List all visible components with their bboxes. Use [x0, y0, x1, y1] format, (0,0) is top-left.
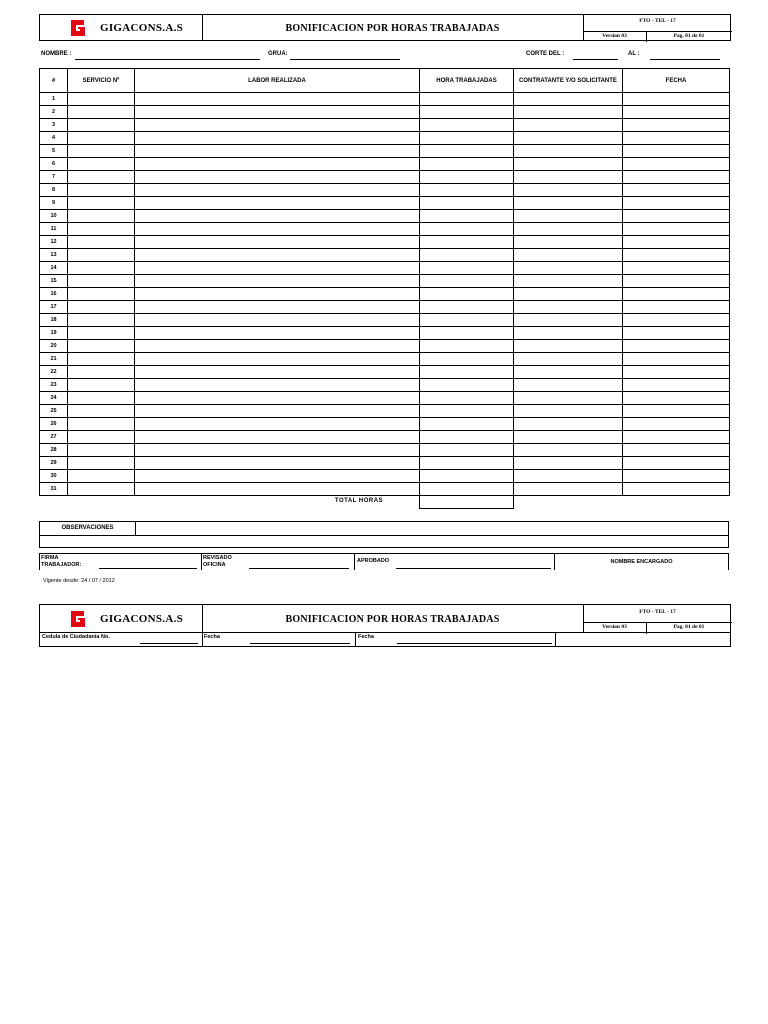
nombre-encargado-label: NOMBRE ENCARGADO: [610, 559, 673, 565]
fecha-cell[interactable]: [623, 197, 730, 210]
header-number: #: [40, 69, 68, 93]
table-row: [40, 262, 730, 275]
contratante-cell[interactable]: [514, 470, 623, 483]
labor-cell[interactable]: [135, 340, 420, 353]
horas-cell[interactable]: [420, 223, 514, 236]
contratante-cell[interactable]: [514, 197, 623, 210]
table-header-row: [40, 69, 730, 93]
fecha-cell[interactable]: [623, 145, 730, 158]
footer-fecha-label-1: Fecha: [204, 634, 220, 640]
fecha-cell[interactable]: [623, 379, 730, 392]
fecha-cell[interactable]: [623, 249, 730, 262]
labor-cell[interactable]: [135, 314, 420, 327]
servicio-cell[interactable]: [68, 106, 135, 119]
servicio-cell[interactable]: [68, 93, 135, 106]
footer-encargado-field[interactable]: [556, 633, 730, 646]
footer-fecha-label-2: Fecha: [358, 634, 374, 640]
table-row: [40, 106, 730, 119]
servicio-cell[interactable]: [68, 119, 135, 132]
labor-cell[interactable]: [135, 405, 420, 418]
cedula-label: Cedula de Ciudadania No.: [42, 634, 110, 640]
contratante-cell[interactable]: [514, 405, 623, 418]
contratante-cell[interactable]: [514, 457, 623, 470]
row-number: 16: [40, 288, 68, 301]
horas-cell[interactable]: [420, 405, 514, 418]
horas-cell[interactable]: [420, 236, 514, 249]
horas-cell[interactable]: [420, 327, 514, 340]
labor-cell[interactable]: [135, 249, 420, 262]
contratante-cell[interactable]: [514, 314, 623, 327]
table-row: [40, 340, 730, 353]
fecha-cell[interactable]: [623, 262, 730, 275]
row-number: 9: [40, 197, 68, 210]
row-number: 1: [40, 93, 68, 106]
contratante-cell[interactable]: [514, 444, 623, 457]
labor-cell[interactable]: [135, 210, 420, 223]
servicio-cell[interactable]: [68, 236, 135, 249]
header-contratante: CONTRATANTE Y/O SOLICITANTE: [514, 69, 623, 93]
servicio-cell[interactable]: [68, 288, 135, 301]
table-row: [40, 366, 730, 379]
grua-label: GRUA:: [268, 51, 288, 57]
servicio-cell[interactable]: [68, 145, 135, 158]
contratante-cell[interactable]: [514, 262, 623, 275]
fecha-cell[interactable]: [623, 158, 730, 171]
servicio-cell[interactable]: [68, 197, 135, 210]
horas-cell[interactable]: [420, 470, 514, 483]
row-number: 5: [40, 145, 68, 158]
contratante-cell[interactable]: [514, 106, 623, 119]
contratante-cell[interactable]: [514, 119, 623, 132]
logo-g-icon: [68, 18, 88, 38]
contratante-cell[interactable]: [514, 184, 623, 197]
labor-cell[interactable]: [135, 301, 420, 314]
servicio-cell[interactable]: [68, 431, 135, 444]
contratante-cell[interactable]: [514, 275, 623, 288]
fecha-cell[interactable]: [623, 457, 730, 470]
form-header: [39, 14, 731, 41]
horas-cell[interactable]: [420, 145, 514, 158]
horas-cell[interactable]: [420, 275, 514, 288]
contratante-cell[interactable]: [514, 171, 623, 184]
horas-cell[interactable]: [420, 171, 514, 184]
table-row: [40, 288, 730, 301]
table-row: [40, 236, 730, 249]
row-number: 21: [40, 353, 68, 366]
horas-cell[interactable]: [420, 249, 514, 262]
signature-row: [39, 553, 729, 570]
row-number: 13: [40, 249, 68, 262]
fecha-cell[interactable]: [623, 470, 730, 483]
row-number: 3: [40, 119, 68, 132]
labor-cell[interactable]: [135, 171, 420, 184]
horas-cell[interactable]: [420, 262, 514, 275]
labor-cell[interactable]: [135, 366, 420, 379]
fecha-cell[interactable]: [623, 392, 730, 405]
row-number: 8: [40, 184, 68, 197]
fecha-cell[interactable]: [623, 340, 730, 353]
row-number: 11: [40, 223, 68, 236]
servicio-cell[interactable]: [68, 483, 135, 496]
form-title-copy: BONIFICACION POR HORAS TRABAJADAS: [285, 614, 500, 625]
fecha-cell[interactable]: [623, 405, 730, 418]
fecha-cell[interactable]: [623, 171, 730, 184]
labor-cell[interactable]: [135, 483, 420, 496]
oficina-label: OFICINA: [203, 562, 226, 568]
header-servicio: SERVICIO Nº: [68, 69, 135, 93]
header-labor: LABOR REALIZADA: [135, 69, 420, 93]
table-row: [40, 132, 730, 145]
fecha-cell[interactable]: [623, 431, 730, 444]
labor-cell[interactable]: [135, 431, 420, 444]
servicio-cell[interactable]: [68, 275, 135, 288]
contratante-cell[interactable]: [514, 327, 623, 340]
al-field[interactable]: [650, 59, 720, 60]
firma-label: FIRMA: [41, 555, 59, 561]
fecha-cell[interactable]: [623, 275, 730, 288]
row-number: 15: [40, 275, 68, 288]
row-number: 2: [40, 106, 68, 119]
labor-cell[interactable]: [135, 379, 420, 392]
horas-cell[interactable]: [420, 184, 514, 197]
total-horas-label: TOTAL HORAS: [334, 498, 384, 504]
row-number: 26: [40, 418, 68, 431]
table-row: [40, 379, 730, 392]
table-row: [40, 119, 730, 132]
total-horas-cell[interactable]: [419, 495, 514, 509]
fecha-cell[interactable]: [623, 132, 730, 145]
vigente-text: Vigente desde: 24 / 07 / 2012: [43, 578, 115, 584]
company-logo: [68, 18, 88, 38]
labor-cell[interactable]: [135, 93, 420, 106]
contratante-cell[interactable]: [514, 223, 623, 236]
labor-cell[interactable]: [135, 184, 420, 197]
observaciones-label: OBSERVACIONES: [61, 525, 114, 531]
contratante-cell[interactable]: [514, 288, 623, 301]
labor-cell[interactable]: [135, 392, 420, 405]
horas-cell[interactable]: [420, 418, 514, 431]
table-row: [40, 314, 730, 327]
form-header-copy: [39, 604, 731, 633]
labor-cell[interactable]: [135, 418, 420, 431]
fecha-cell[interactable]: [623, 444, 730, 457]
row-number: 6: [40, 158, 68, 171]
row-number: 19: [40, 327, 68, 340]
row-number: 17: [40, 301, 68, 314]
horas-cell[interactable]: [420, 158, 514, 171]
horas-cell[interactable]: [420, 457, 514, 470]
servicio-cell[interactable]: [68, 470, 135, 483]
fecha-cell[interactable]: [623, 236, 730, 249]
servicio-cell[interactable]: [68, 249, 135, 262]
fecha-cell[interactable]: [623, 93, 730, 106]
table-row: [40, 223, 730, 236]
fecha-cell[interactable]: [623, 106, 730, 119]
fecha-cell[interactable]: [623, 223, 730, 236]
form-title: BONIFICACION POR HORAS TRABAJADAS: [285, 23, 500, 34]
grua-field[interactable]: [290, 59, 400, 60]
labor-cell[interactable]: [135, 470, 420, 483]
table-row: [40, 483, 730, 496]
fecha-cell[interactable]: [623, 418, 730, 431]
labor-cell[interactable]: [135, 444, 420, 457]
trabajador-label: TRABAJADOR:: [41, 562, 82, 568]
row-number: 7: [40, 171, 68, 184]
labor-cell[interactable]: [135, 236, 420, 249]
servicio-cell[interactable]: [68, 457, 135, 470]
fecha-cell[interactable]: [623, 288, 730, 301]
table-row: [40, 275, 730, 288]
table-row: [40, 353, 730, 366]
form-page-copy: Pag. 01 de 01: [673, 624, 705, 630]
footer-fecha-field-1[interactable]: [250, 643, 350, 644]
servicio-cell[interactable]: [68, 132, 135, 145]
servicio-cell[interactable]: [68, 405, 135, 418]
row-number: 20: [40, 340, 68, 353]
cedula-field[interactable]: [140, 643, 198, 644]
company-name: GIGACONS.A.S: [100, 22, 184, 34]
row-number: 29: [40, 457, 68, 470]
row-number: 18: [40, 314, 68, 327]
form-code-copy: FTO - TEL - 17: [639, 609, 676, 615]
horas-cell[interactable]: [420, 353, 514, 366]
row-number: 31: [40, 483, 68, 496]
servicio-cell[interactable]: [68, 301, 135, 314]
horas-cell[interactable]: [420, 392, 514, 405]
labor-cell[interactable]: [135, 457, 420, 470]
table-row: [40, 470, 730, 483]
row-number: 24: [40, 392, 68, 405]
row-number: 22: [40, 366, 68, 379]
corte-del-label: CORTE DEL :: [526, 51, 565, 57]
horas-cell[interactable]: [420, 132, 514, 145]
form-page: Pag. 01 de 01: [673, 33, 705, 39]
contratante-cell[interactable]: [514, 340, 623, 353]
observaciones-notes[interactable]: [40, 536, 728, 547]
hours-table: [39, 68, 730, 496]
contratante-cell[interactable]: [514, 379, 623, 392]
table-row: [40, 145, 730, 158]
contratante-cell[interactable]: [514, 366, 623, 379]
contratante-cell[interactable]: [514, 431, 623, 444]
labor-cell[interactable]: [135, 197, 420, 210]
fecha-cell[interactable]: [623, 314, 730, 327]
logo-g-icon: [68, 609, 88, 629]
contratante-cell[interactable]: [514, 93, 623, 106]
revisado-field[interactable]: [249, 568, 349, 569]
table-row: [40, 171, 730, 184]
row-number: 14: [40, 262, 68, 275]
horas-cell[interactable]: [420, 106, 514, 119]
row-number: 27: [40, 431, 68, 444]
fecha-cell[interactable]: [623, 210, 730, 223]
fecha-cell[interactable]: [623, 301, 730, 314]
servicio-cell[interactable]: [68, 158, 135, 171]
table-row: [40, 392, 730, 405]
fecha-cell[interactable]: [623, 184, 730, 197]
labor-cell[interactable]: [135, 106, 420, 119]
table-row: [40, 158, 730, 171]
labor-cell[interactable]: [135, 158, 420, 171]
form-version-copy: Version 03: [602, 624, 627, 630]
servicio-cell[interactable]: [68, 379, 135, 392]
servicio-cell[interactable]: [68, 223, 135, 236]
labor-cell[interactable]: [135, 288, 420, 301]
row-number: 28: [40, 444, 68, 457]
servicio-cell[interactable]: [68, 340, 135, 353]
company-logo-copy: [68, 609, 88, 629]
contratante-cell[interactable]: [514, 418, 623, 431]
contratante-cell[interactable]: [514, 483, 623, 496]
fecha-cell[interactable]: [623, 353, 730, 366]
corte-del-field[interactable]: [573, 59, 618, 60]
table-row: [40, 327, 730, 340]
fecha-cell[interactable]: [623, 366, 730, 379]
footer-row: [39, 633, 731, 647]
row-number: 25: [40, 405, 68, 418]
footer-fecha-field-2[interactable]: [397, 643, 552, 644]
row-number: 12: [40, 236, 68, 249]
al-label: AL :: [628, 51, 640, 57]
contratante-cell[interactable]: [514, 392, 623, 405]
servicio-cell[interactable]: [68, 366, 135, 379]
horas-cell[interactable]: [420, 301, 514, 314]
servicio-cell[interactable]: [68, 262, 135, 275]
contratante-cell[interactable]: [514, 236, 623, 249]
aprobado-label: APROBADO: [357, 558, 390, 564]
revisado-label: REVISADO: [203, 555, 232, 561]
horas-cell[interactable]: [420, 366, 514, 379]
table-row: [40, 405, 730, 418]
labor-cell[interactable]: [135, 145, 420, 158]
labor-cell[interactable]: [135, 275, 420, 288]
fecha-cell[interactable]: [623, 119, 730, 132]
contratante-cell[interactable]: [514, 132, 623, 145]
table-row: [40, 184, 730, 197]
servicio-cell[interactable]: [68, 314, 135, 327]
table-row: [40, 197, 730, 210]
horas-cell[interactable]: [420, 483, 514, 496]
firma-field[interactable]: [99, 568, 197, 569]
header-fecha: FECHA: [623, 69, 730, 93]
horas-cell[interactable]: [420, 431, 514, 444]
table-row: [40, 418, 730, 431]
labor-cell[interactable]: [135, 119, 420, 132]
contratante-cell[interactable]: [514, 301, 623, 314]
form-version: Version 03: [602, 33, 627, 39]
servicio-cell[interactable]: [68, 392, 135, 405]
servicio-cell[interactable]: [68, 444, 135, 457]
header-horas: HORA TRABAJADAS: [420, 69, 514, 93]
table-row: [40, 249, 730, 262]
horas-cell[interactable]: [420, 379, 514, 392]
row-number: 30: [40, 470, 68, 483]
table-row: [40, 210, 730, 223]
fecha-cell[interactable]: [623, 483, 730, 496]
horas-cell[interactable]: [420, 314, 514, 327]
horas-cell[interactable]: [420, 210, 514, 223]
nombre-field[interactable]: [75, 59, 260, 60]
servicio-cell[interactable]: [68, 353, 135, 366]
table-row: [40, 301, 730, 314]
contratante-cell[interactable]: [514, 353, 623, 366]
nombre-label: NOMBRE :: [41, 51, 72, 57]
table-row: [40, 457, 730, 470]
servicio-cell[interactable]: [68, 210, 135, 223]
horas-cell[interactable]: [420, 197, 514, 210]
row-number: 10: [40, 210, 68, 223]
horas-cell[interactable]: [420, 119, 514, 132]
table-row: [40, 431, 730, 444]
labor-cell[interactable]: [135, 327, 420, 340]
servicio-cell[interactable]: [68, 171, 135, 184]
table-row: [40, 93, 730, 106]
company-name-copy: GIGACONS.A.S: [100, 613, 184, 625]
row-number: 23: [40, 379, 68, 392]
table-row: [40, 444, 730, 457]
observaciones-field[interactable]: [136, 522, 728, 535]
contratante-cell[interactable]: [514, 158, 623, 171]
contratante-cell[interactable]: [514, 210, 623, 223]
horas-cell[interactable]: [420, 93, 514, 106]
contratante-cell[interactable]: [514, 249, 623, 262]
servicio-cell[interactable]: [68, 327, 135, 340]
horas-cell[interactable]: [420, 288, 514, 301]
aprobado-field[interactable]: [396, 568, 551, 569]
form-code: FTO - TEL - 17: [639, 18, 676, 24]
observaciones-box: [39, 521, 729, 548]
servicio-cell[interactable]: [68, 184, 135, 197]
horas-cell[interactable]: [420, 340, 514, 353]
row-number: 4: [40, 132, 68, 145]
contratante-cell[interactable]: [514, 145, 623, 158]
labor-cell[interactable]: [135, 132, 420, 145]
servicio-cell[interactable]: [68, 418, 135, 431]
labor-cell[interactable]: [135, 262, 420, 275]
horas-cell[interactable]: [420, 444, 514, 457]
fecha-cell[interactable]: [623, 327, 730, 340]
labor-cell[interactable]: [135, 353, 420, 366]
labor-cell[interactable]: [135, 223, 420, 236]
